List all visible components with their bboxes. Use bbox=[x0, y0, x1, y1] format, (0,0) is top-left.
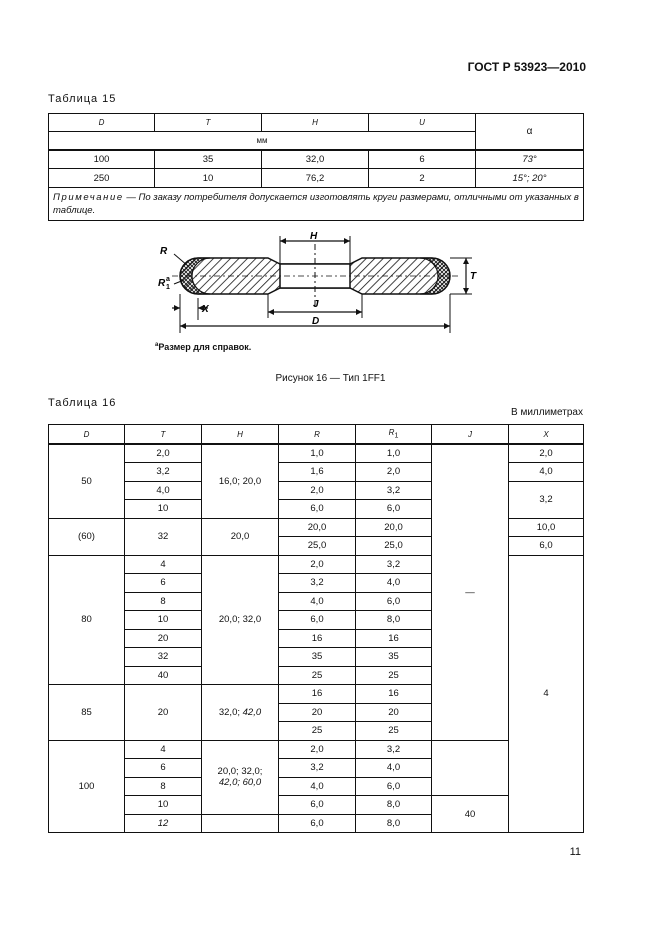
t16-T: 40 bbox=[125, 666, 202, 685]
t16-header-H: H bbox=[202, 425, 279, 445]
t16-T: 12 bbox=[125, 814, 202, 833]
table16-caption: Таблица 16 bbox=[48, 397, 117, 409]
t16-R1: 25 bbox=[356, 666, 432, 685]
t16-R: 20 bbox=[279, 703, 356, 722]
t16-T: 10 bbox=[125, 500, 202, 519]
t16-X: 2,0 bbox=[509, 444, 584, 463]
t16-T: 4,0 bbox=[125, 481, 202, 500]
t16-T: 3,2 bbox=[125, 463, 202, 482]
t16-D: (60) bbox=[49, 518, 125, 555]
t16-R: 6,0 bbox=[279, 611, 356, 630]
t16-T: 6 bbox=[125, 574, 202, 593]
t16-header-D: D bbox=[49, 425, 125, 445]
t16-R1: 8,0 bbox=[356, 611, 432, 630]
table15-caption: Таблица 15 bbox=[48, 93, 117, 105]
t16-header-J: J bbox=[432, 425, 509, 445]
t16-R: 25 bbox=[279, 722, 356, 741]
t16-R1: 4,0 bbox=[356, 759, 432, 778]
t16-header-T: T bbox=[125, 425, 202, 445]
t15-cell: 73° bbox=[476, 150, 584, 169]
t16-header-R: R bbox=[279, 425, 356, 445]
label-J: J bbox=[313, 299, 319, 310]
t15-unit-row: мм bbox=[49, 132, 476, 150]
t16-R: 2,0 bbox=[279, 740, 356, 759]
t16-T: 6 bbox=[125, 759, 202, 778]
t16-T: 20 bbox=[125, 629, 202, 648]
table16-units: В миллиметрах bbox=[511, 407, 583, 418]
t16-R: 2,0 bbox=[279, 555, 356, 574]
t16-R1: 25 bbox=[356, 722, 432, 741]
h-value: 32,0; bbox=[218, 706, 243, 718]
t16-D: 100 bbox=[49, 740, 125, 833]
t16-R1: 8,0 bbox=[356, 796, 432, 815]
t16-header-R1 bbox=[356, 425, 432, 445]
t16-R: 2,0 bbox=[279, 481, 356, 500]
t16-R1: 3,2 bbox=[356, 555, 432, 574]
t16-R: 4,0 bbox=[279, 592, 356, 611]
t16-R1: 20,0 bbox=[356, 518, 432, 537]
table15 bbox=[48, 113, 584, 221]
t15-cell: 100 bbox=[49, 150, 155, 169]
t15-cell: 76,2 bbox=[262, 169, 369, 188]
t16-J: 40 bbox=[432, 796, 509, 833]
page-number: 11 bbox=[569, 846, 581, 858]
h-value: 20,0; 32,0; bbox=[217, 766, 263, 777]
label-R1-sup: a bbox=[166, 276, 170, 283]
t16-R: 16 bbox=[279, 629, 356, 648]
t16-T: 8 bbox=[125, 777, 202, 796]
t16-R: 1,0 bbox=[279, 444, 356, 463]
t15-header-H: H bbox=[262, 114, 369, 132]
label-R: R bbox=[160, 246, 168, 257]
r1-letter: R bbox=[388, 428, 395, 438]
t16-H bbox=[202, 740, 279, 814]
t16-R1: 3,2 bbox=[356, 481, 432, 500]
footnote-text: Размер для справок. bbox=[158, 342, 252, 352]
note-text: — По заказу потребителя допускается изготовлять круги размерами, отличными от указанных в таблице. bbox=[53, 192, 579, 216]
t15-header-U: U bbox=[369, 114, 476, 132]
t15-note bbox=[49, 188, 584, 221]
t16-R1: 8,0 bbox=[356, 814, 432, 833]
t16-R: 1,6 bbox=[279, 463, 356, 482]
t15-cell: 32,0 bbox=[262, 150, 369, 169]
t16-R: 3,2 bbox=[279, 574, 356, 593]
t16-R1: 20 bbox=[356, 703, 432, 722]
figure-caption: Рисунок 16 — Тип 1FF1 bbox=[275, 373, 386, 384]
t16-H: 16,0; 20,0 bbox=[202, 444, 279, 518]
t16-R1: 16 bbox=[356, 685, 432, 704]
t16-R1: 1,0 bbox=[356, 444, 432, 463]
t16-R1: 16 bbox=[356, 629, 432, 648]
t16-R: 6,0 bbox=[279, 500, 356, 519]
t16-T: 8 bbox=[125, 592, 202, 611]
t16-R1: 35 bbox=[356, 648, 432, 667]
t15-cell: 15°; 20° bbox=[476, 169, 584, 188]
t16-T: 2,0 bbox=[125, 444, 202, 463]
t15-cell: 35 bbox=[155, 150, 262, 169]
label-T: T bbox=[470, 271, 477, 282]
t15-cell: 6 bbox=[369, 150, 476, 169]
footnote-mark: a bbox=[155, 342, 159, 348]
t15-cell: 10 bbox=[155, 169, 262, 188]
t16-T: 10 bbox=[125, 796, 202, 815]
r1-sub: 1 bbox=[394, 432, 399, 440]
t16-D: 50 bbox=[49, 444, 125, 518]
t16-H: 20,0; 32,0 bbox=[202, 555, 279, 685]
t16-R: 6,0 bbox=[279, 796, 356, 815]
t16-R1: 3,2 bbox=[356, 740, 432, 759]
t16-R: 6,0 bbox=[279, 814, 356, 833]
t16-R: 20,0 bbox=[279, 518, 356, 537]
t16-T: 4 bbox=[125, 555, 202, 574]
t15-cell: 2 bbox=[369, 169, 476, 188]
t16-D: 80 bbox=[49, 555, 125, 685]
t15-cell: 250 bbox=[49, 169, 155, 188]
t16-H bbox=[202, 685, 279, 741]
figure-footnote bbox=[155, 342, 251, 352]
t16-R: 25,0 bbox=[279, 537, 356, 556]
t16-J: — bbox=[432, 444, 509, 740]
t16-D: 85 bbox=[49, 685, 125, 741]
t16-R: 3,2 bbox=[279, 759, 356, 778]
label-H: H bbox=[310, 231, 318, 242]
t16-X: 4 bbox=[509, 555, 584, 833]
t16-R1: 2,0 bbox=[356, 463, 432, 482]
t16-R1: 4,0 bbox=[356, 574, 432, 593]
t16-H-empty bbox=[202, 814, 279, 833]
t16-R1: 6,0 bbox=[356, 592, 432, 611]
table16 bbox=[48, 424, 584, 833]
t15-header-D: D bbox=[49, 114, 155, 132]
note-label: Примечание bbox=[53, 192, 124, 203]
standard-code: ГОСТ Р 53923—2010 bbox=[467, 60, 586, 74]
t16-X: 4,0 bbox=[509, 463, 584, 482]
label-R1-sub: 1 bbox=[166, 284, 170, 291]
t16-R: 4,0 bbox=[279, 777, 356, 796]
t16-X: 10,0 bbox=[509, 518, 584, 537]
t15-header-alpha: α bbox=[476, 114, 584, 150]
label-X: X bbox=[202, 304, 209, 315]
figure16-drawing bbox=[150, 228, 480, 344]
h-value-italic: 42,0; 60,0 bbox=[218, 777, 262, 788]
t16-R1: 6,0 bbox=[356, 777, 432, 796]
t16-H: 20,0 bbox=[202, 518, 279, 555]
label-R1: R bbox=[158, 278, 166, 289]
t16-T: 10 bbox=[125, 611, 202, 630]
label-D: D bbox=[312, 316, 320, 327]
t16-R: 16 bbox=[279, 685, 356, 704]
t16-T: 20 bbox=[125, 685, 202, 741]
t16-header-X: X bbox=[509, 425, 584, 445]
t16-X: 3,2 bbox=[509, 481, 584, 518]
t15-header-T: T bbox=[155, 114, 262, 132]
t16-R: 25 bbox=[279, 666, 356, 685]
t16-T: 4 bbox=[125, 740, 202, 759]
t16-T: 32 bbox=[125, 518, 202, 555]
h-value-italic: 42,0 bbox=[242, 706, 262, 718]
t16-R1: 6,0 bbox=[356, 500, 432, 519]
t16-X: 6,0 bbox=[509, 537, 584, 556]
t16-R: 35 bbox=[279, 648, 356, 667]
t16-T: 32 bbox=[125, 648, 202, 667]
t16-R1: 25,0 bbox=[356, 537, 432, 556]
